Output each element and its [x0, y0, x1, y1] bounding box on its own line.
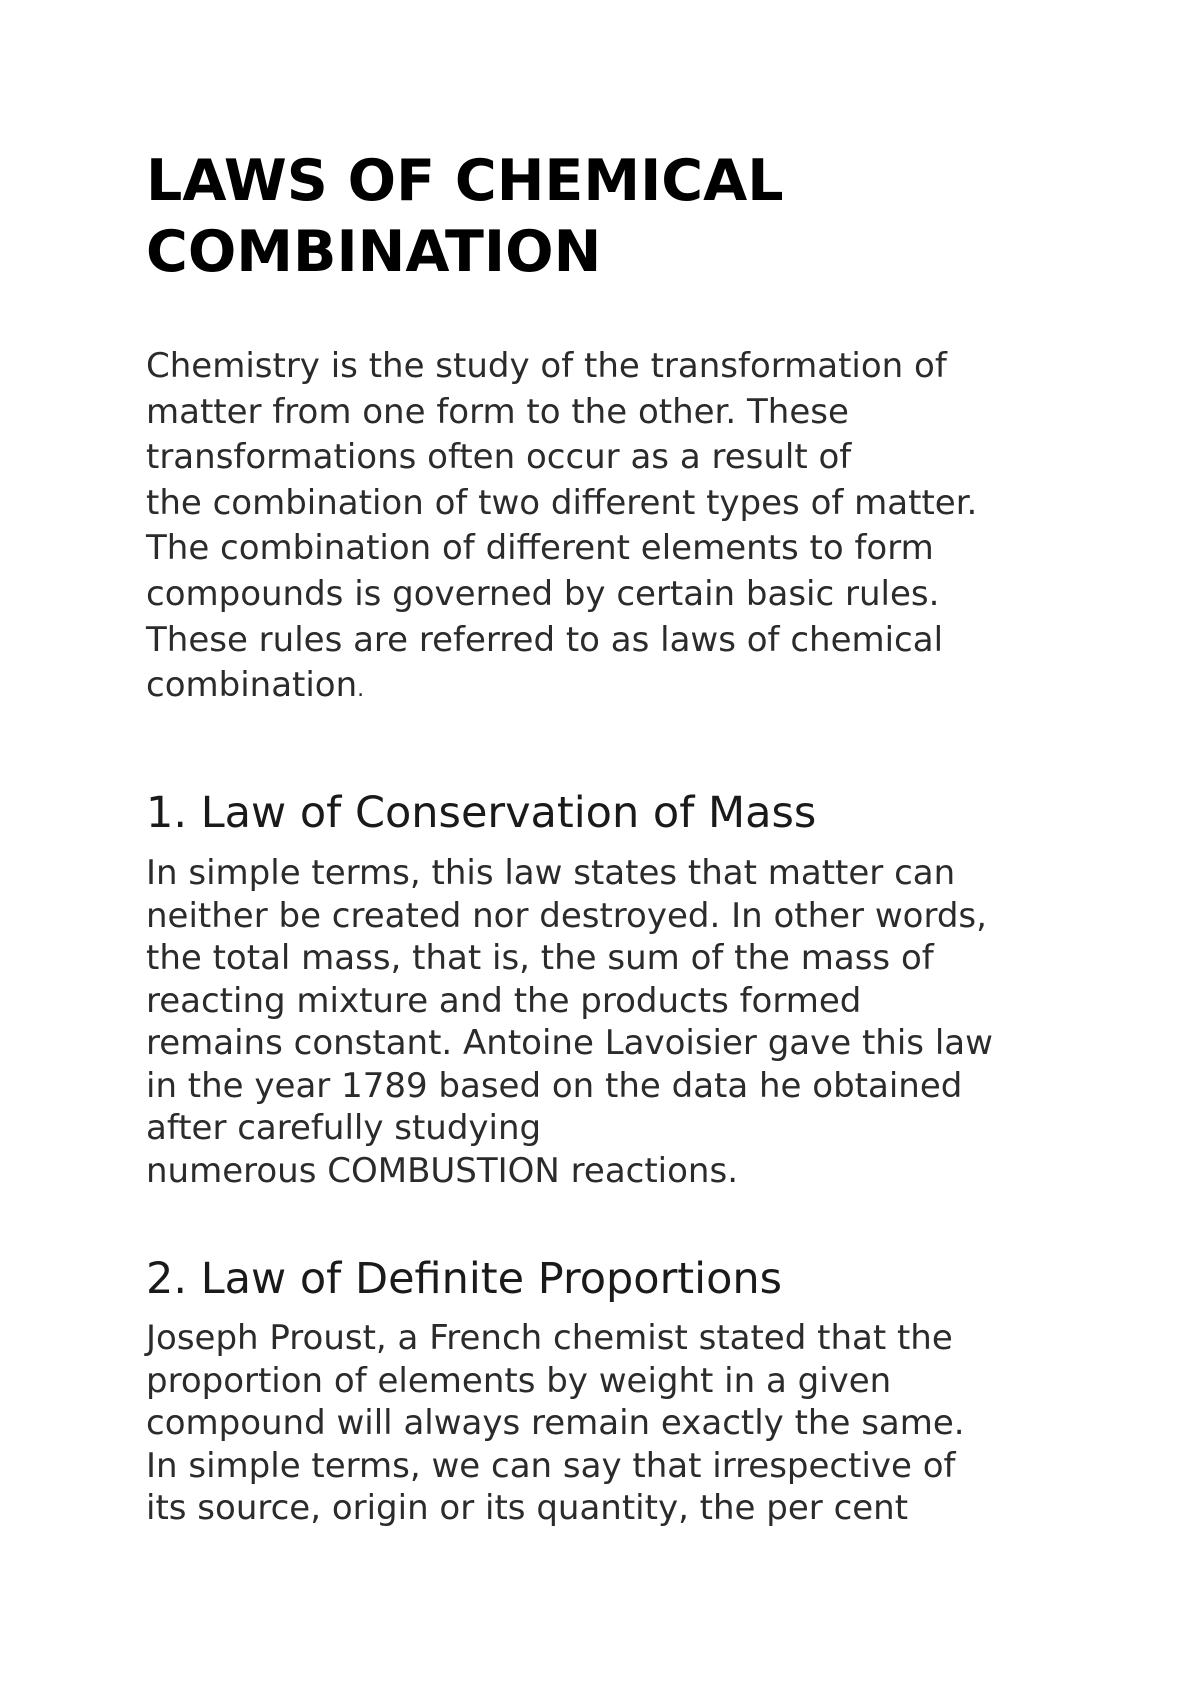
- paragraph-line: reacting mixture and the products formed: [146, 980, 862, 1021]
- paragraph-line: compound will always remain exactly the same.: [146, 1403, 965, 1443]
- intro-period: .: [357, 677, 365, 703]
- intro-line: matter from one form to the other. These: [146, 391, 849, 432]
- paragraph-line: neither be created nor destroyed. In other words,: [146, 895, 987, 936]
- intro-line: The combination of different elements to form: [146, 528, 934, 569]
- section-paragraph-definite-proportions: [146, 1317, 1146, 1530]
- paragraph-line: remains constant. Antoine Lavoisier gave this law: [146, 1023, 993, 1063]
- title-line: LAWS OF CHEMICAL: [146, 148, 784, 214]
- paragraph-line: its source, origin or its quantity, the per cent: [146, 1488, 909, 1528]
- paragraph-line: Joseph Proust, a French chemist stated that the: [146, 1318, 953, 1358]
- intro-line: compounds is governed by certain basic rules.: [146, 573, 940, 614]
- paragraph-line: numerous COMBUSTION reactions.: [146, 1150, 738, 1191]
- intro-line: combination: [146, 665, 358, 706]
- section-paragraph-conservation-of-mass: [146, 852, 1146, 1192]
- section-heading-conservation-of-mass: 1. Law of Conservation of Mass: [146, 788, 817, 838]
- paragraph-line: in the year 1789 based on the data he obtained: [146, 1065, 963, 1106]
- paragraph-line: proportion of elements by weight in a given: [146, 1360, 892, 1401]
- title-line: COMBINATION: [146, 219, 602, 285]
- paragraph-line: the total mass, that is, the sum of the mass of: [146, 938, 934, 978]
- section-heading-definite-proportions: 2. Law of Definite Proportions: [146, 1254, 783, 1304]
- paragraph-line: In simple terms, this law states that matter can: [146, 853, 956, 893]
- paragraph-line: In simple terms, we can say that irrespective of: [146, 1445, 956, 1486]
- intro-line: Chemistry is the study of the transformation of: [146, 346, 947, 386]
- paragraph-line: after carefully studying: [146, 1108, 542, 1148]
- page-title: [146, 146, 1126, 288]
- intro-line: the combination of two different types of matter.: [146, 482, 978, 523]
- intro-line: These rules are referred to as laws of chemical: [146, 619, 944, 660]
- intro-paragraph: [146, 344, 1146, 713]
- intro-line: transformations often occur as a result of: [146, 437, 852, 478]
- intro-last-line: [146, 663, 1146, 713]
